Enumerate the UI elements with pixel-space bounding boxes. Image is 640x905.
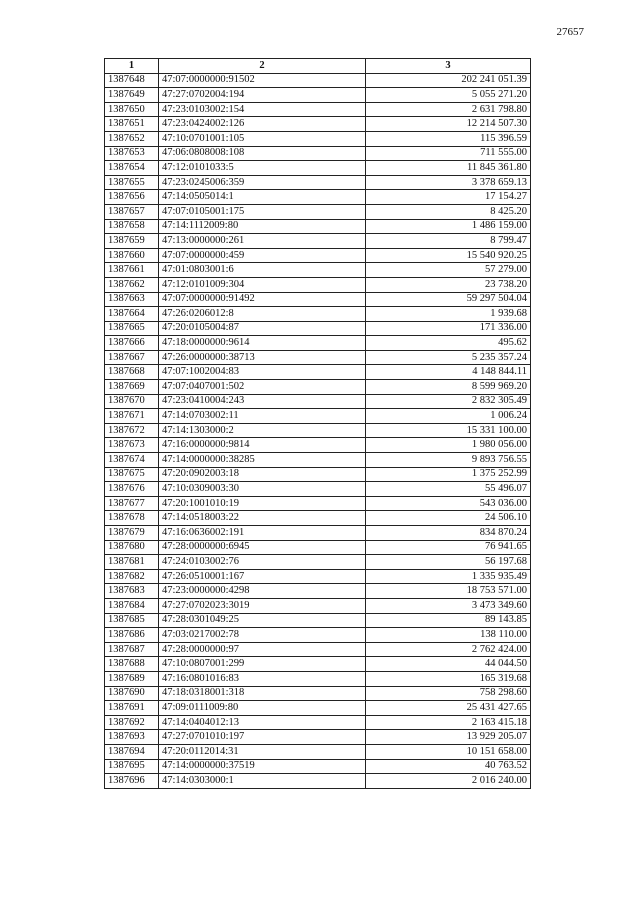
value-cell: 1 939.68 bbox=[366, 307, 531, 322]
row-number-cell: 1387655 bbox=[105, 175, 159, 190]
table-row bbox=[105, 555, 531, 570]
value-cell: 171 336.00 bbox=[366, 321, 531, 336]
table-row bbox=[105, 146, 531, 161]
cadastral-number-cell: 47:06:0808008:108 bbox=[159, 146, 366, 161]
row-number-cell: 1387685 bbox=[105, 613, 159, 628]
cadastral-number-cell: 47:23:0103002:154 bbox=[159, 102, 366, 117]
table-row bbox=[105, 496, 531, 511]
cadastral-number-cell: 47:14:1303000:2 bbox=[159, 423, 366, 438]
column-header-1: 1 bbox=[105, 59, 159, 74]
cadastral-number-cell: 47:28:0000000:97 bbox=[159, 642, 366, 657]
value-cell: 1 980 056.00 bbox=[366, 438, 531, 453]
row-number-cell: 1387680 bbox=[105, 540, 159, 555]
value-cell: 2 762 424.00 bbox=[366, 642, 531, 657]
table-row bbox=[105, 73, 531, 88]
table-row bbox=[105, 307, 531, 322]
value-cell: 495.62 bbox=[366, 336, 531, 351]
row-number-cell: 1387691 bbox=[105, 701, 159, 716]
table-row bbox=[105, 131, 531, 146]
value-cell: 76 941.65 bbox=[366, 540, 531, 555]
value-cell: 56 197.68 bbox=[366, 555, 531, 570]
value-cell: 59 297 504.04 bbox=[366, 292, 531, 307]
cadastral-number-cell: 47:14:1112009:80 bbox=[159, 219, 366, 234]
table-row bbox=[105, 277, 531, 292]
table-row bbox=[105, 686, 531, 701]
value-cell: 10 151 658.00 bbox=[366, 744, 531, 759]
cadastral-number-cell: 47:09:0111009:80 bbox=[159, 701, 366, 716]
row-number-cell: 1387679 bbox=[105, 526, 159, 541]
value-cell: 2 832 305.49 bbox=[366, 394, 531, 409]
row-number-cell: 1387651 bbox=[105, 117, 159, 132]
value-cell: 15 540 920.25 bbox=[366, 248, 531, 263]
value-cell: 165 319.68 bbox=[366, 671, 531, 686]
cadastral-number-cell: 47:20:0105004:87 bbox=[159, 321, 366, 336]
row-number-cell: 1387675 bbox=[105, 467, 159, 482]
table-row bbox=[105, 219, 531, 234]
table-row bbox=[105, 350, 531, 365]
cadastral-number-cell: 47:14:0518003:22 bbox=[159, 511, 366, 526]
table-row bbox=[105, 774, 531, 789]
cadastral-number-cell: 47:14:0000000:38285 bbox=[159, 453, 366, 468]
table-row bbox=[105, 394, 531, 409]
cadastral-number-cell: 47:28:0000000:6945 bbox=[159, 540, 366, 555]
row-number-cell: 1387653 bbox=[105, 146, 159, 161]
table-row bbox=[105, 204, 531, 219]
table-row bbox=[105, 759, 531, 774]
row-number-cell: 1387664 bbox=[105, 307, 159, 322]
row-number-cell: 1387674 bbox=[105, 453, 159, 468]
cadastral-number-cell: 47:27:0702004:194 bbox=[159, 88, 366, 103]
table-row bbox=[105, 438, 531, 453]
cadastral-number-cell: 47:07:0000000:91492 bbox=[159, 292, 366, 307]
cadastral-number-cell: 47:23:0410004:243 bbox=[159, 394, 366, 409]
value-cell: 44 044.50 bbox=[366, 657, 531, 672]
table-row bbox=[105, 234, 531, 249]
value-cell: 9 893 756.55 bbox=[366, 453, 531, 468]
cadastral-number-cell: 47:26:0510001:167 bbox=[159, 569, 366, 584]
table-row bbox=[105, 190, 531, 205]
value-cell: 8 799.47 bbox=[366, 234, 531, 249]
table-row bbox=[105, 409, 531, 424]
value-cell: 1 335 935.49 bbox=[366, 569, 531, 584]
column-header-2: 2 bbox=[159, 59, 366, 74]
row-number-cell: 1387692 bbox=[105, 715, 159, 730]
cadastral-number-cell: 47:07:0407001:502 bbox=[159, 380, 366, 395]
value-cell: 3 473 349.60 bbox=[366, 598, 531, 613]
row-number-cell: 1387688 bbox=[105, 657, 159, 672]
row-number-cell: 1387672 bbox=[105, 423, 159, 438]
cadastral-number-cell: 47:27:0702023:3019 bbox=[159, 598, 366, 613]
row-number-cell: 1387696 bbox=[105, 774, 159, 789]
cadastral-number-cell: 47:10:0807001:299 bbox=[159, 657, 366, 672]
table-row bbox=[105, 671, 531, 686]
table-row bbox=[105, 657, 531, 672]
row-number-cell: 1387681 bbox=[105, 555, 159, 570]
cadastral-number-cell: 47:07:1002004:83 bbox=[159, 365, 366, 380]
cadastral-number-cell: 47:14:0703002:11 bbox=[159, 409, 366, 424]
cadastral-number-cell: 47:23:0000000:4298 bbox=[159, 584, 366, 599]
cadastral-number-cell: 47:23:0424002:126 bbox=[159, 117, 366, 132]
row-number-cell: 1387661 bbox=[105, 263, 159, 278]
row-number-cell: 1387656 bbox=[105, 190, 159, 205]
row-number-cell: 1387678 bbox=[105, 511, 159, 526]
row-number-cell: 1387689 bbox=[105, 671, 159, 686]
table-row bbox=[105, 453, 531, 468]
row-number-cell: 1387665 bbox=[105, 321, 159, 336]
value-cell: 25 431 427.65 bbox=[366, 701, 531, 716]
table-row bbox=[105, 117, 531, 132]
value-cell: 11 845 361.80 bbox=[366, 161, 531, 176]
row-number-cell: 1387690 bbox=[105, 686, 159, 701]
value-cell: 55 496.07 bbox=[366, 482, 531, 497]
table-row bbox=[105, 730, 531, 745]
cadastral-number-cell: 47:20:1001010:19 bbox=[159, 496, 366, 511]
table-row bbox=[105, 744, 531, 759]
value-cell: 5 235 357.24 bbox=[366, 350, 531, 365]
cadastral-number-cell: 47:18:0318001:318 bbox=[159, 686, 366, 701]
cadastral-number-cell: 47:28:0301049:25 bbox=[159, 613, 366, 628]
table-row bbox=[105, 423, 531, 438]
table-row bbox=[105, 467, 531, 482]
row-number-cell: 1387650 bbox=[105, 102, 159, 117]
row-number-cell: 1387682 bbox=[105, 569, 159, 584]
cadastral-number-cell: 47:10:0309003:30 bbox=[159, 482, 366, 497]
value-cell: 24 506.10 bbox=[366, 511, 531, 526]
table-row bbox=[105, 161, 531, 176]
row-number-cell: 1387687 bbox=[105, 642, 159, 657]
row-number-cell: 1387684 bbox=[105, 598, 159, 613]
value-cell: 711 555.00 bbox=[366, 146, 531, 161]
row-number-cell: 1387663 bbox=[105, 292, 159, 307]
value-cell: 2 631 798.80 bbox=[366, 102, 531, 117]
cadastral-number-cell: 47:14:0303000:1 bbox=[159, 774, 366, 789]
value-cell: 2 163 415.18 bbox=[366, 715, 531, 730]
cadastral-number-cell: 47:27:0701010:197 bbox=[159, 730, 366, 745]
value-cell: 89 143.85 bbox=[366, 613, 531, 628]
row-number-cell: 1387648 bbox=[105, 73, 159, 88]
cadastral-number-cell: 47:07:0000000:91502 bbox=[159, 73, 366, 88]
cadastral-number-cell: 47:07:0105001:175 bbox=[159, 204, 366, 219]
cadastral-number-cell: 47:16:0000000:9814 bbox=[159, 438, 366, 453]
row-number-cell: 1387695 bbox=[105, 759, 159, 774]
value-cell: 5 055 271.20 bbox=[366, 88, 531, 103]
table-row bbox=[105, 598, 531, 613]
row-number-cell: 1387694 bbox=[105, 744, 159, 759]
row-number-cell: 1387686 bbox=[105, 628, 159, 643]
value-cell: 4 148 844.11 bbox=[366, 365, 531, 380]
table-row bbox=[105, 569, 531, 584]
row-number-cell: 1387662 bbox=[105, 277, 159, 292]
cadastral-number-cell: 47:03:0217002:78 bbox=[159, 628, 366, 643]
row-number-cell: 1387669 bbox=[105, 380, 159, 395]
row-number-cell: 1387683 bbox=[105, 584, 159, 599]
value-cell: 13 929 205.07 bbox=[366, 730, 531, 745]
value-cell: 1 006.24 bbox=[366, 409, 531, 424]
data-table bbox=[104, 58, 531, 789]
row-number-cell: 1387671 bbox=[105, 409, 159, 424]
table-row bbox=[105, 701, 531, 716]
cadastral-number-cell: 47:16:0636002:191 bbox=[159, 526, 366, 541]
table-row bbox=[105, 642, 531, 657]
row-number-cell: 1387654 bbox=[105, 161, 159, 176]
value-cell: 2 016 240.00 bbox=[366, 774, 531, 789]
cadastral-number-cell: 47:01:0803001:6 bbox=[159, 263, 366, 278]
value-cell: 1 486 159.00 bbox=[366, 219, 531, 234]
row-number-cell: 1387652 bbox=[105, 131, 159, 146]
row-number-cell: 1387659 bbox=[105, 234, 159, 249]
value-cell: 202 241 051.39 bbox=[366, 73, 531, 88]
cadastral-number-cell: 47:20:0902003:18 bbox=[159, 467, 366, 482]
value-cell: 8 599 969.20 bbox=[366, 380, 531, 395]
value-cell: 115 396.59 bbox=[366, 131, 531, 146]
cadastral-number-cell: 47:10:0701001:105 bbox=[159, 131, 366, 146]
value-cell: 12 214 507.30 bbox=[366, 117, 531, 132]
value-cell: 138 110.00 bbox=[366, 628, 531, 643]
cadastral-number-cell: 47:13:0000000:261 bbox=[159, 234, 366, 249]
value-cell: 8 425.20 bbox=[366, 204, 531, 219]
cadastral-number-cell: 47:23:0245006:359 bbox=[159, 175, 366, 190]
page-number: 27657 bbox=[556, 26, 584, 38]
value-cell: 17 154.27 bbox=[366, 190, 531, 205]
cadastral-number-cell: 47:14:0404012:13 bbox=[159, 715, 366, 730]
row-number-cell: 1387670 bbox=[105, 394, 159, 409]
row-number-cell: 1387673 bbox=[105, 438, 159, 453]
value-cell: 758 298.60 bbox=[366, 686, 531, 701]
value-cell: 834 870.24 bbox=[366, 526, 531, 541]
cadastral-number-cell: 47:14:0505014:1 bbox=[159, 190, 366, 205]
table-row bbox=[105, 613, 531, 628]
row-number-cell: 1387676 bbox=[105, 482, 159, 497]
value-cell: 3 378 659.13 bbox=[366, 175, 531, 190]
value-cell: 1 375 252.99 bbox=[366, 467, 531, 482]
row-number-cell: 1387657 bbox=[105, 204, 159, 219]
table-row bbox=[105, 380, 531, 395]
cadastral-number-cell: 47:12:0101033:5 bbox=[159, 161, 366, 176]
row-number-cell: 1387668 bbox=[105, 365, 159, 380]
table-row bbox=[105, 336, 531, 351]
cadastral-number-cell: 47:26:0000000:38713 bbox=[159, 350, 366, 365]
value-cell: 15 331 100.00 bbox=[366, 423, 531, 438]
table-row bbox=[105, 365, 531, 380]
table-row bbox=[105, 482, 531, 497]
value-cell: 23 738.20 bbox=[366, 277, 531, 292]
column-header-3: 3 bbox=[366, 59, 531, 74]
value-cell: 57 279.00 bbox=[366, 263, 531, 278]
cadastral-number-cell: 47:18:0000000:9614 bbox=[159, 336, 366, 351]
cadastral-number-cell: 47:07:0000000:459 bbox=[159, 248, 366, 263]
row-number-cell: 1387660 bbox=[105, 248, 159, 263]
table-row bbox=[105, 88, 531, 103]
cadastral-number-cell: 47:20:0112014:31 bbox=[159, 744, 366, 759]
table-row bbox=[105, 102, 531, 117]
row-number-cell: 1387677 bbox=[105, 496, 159, 511]
value-cell: 18 753 571.00 bbox=[366, 584, 531, 599]
cadastral-number-cell: 47:12:0101009:304 bbox=[159, 277, 366, 292]
table-row bbox=[105, 175, 531, 190]
cadastral-number-cell: 47:24:0103002:76 bbox=[159, 555, 366, 570]
table-row bbox=[105, 292, 531, 307]
row-number-cell: 1387666 bbox=[105, 336, 159, 351]
table-header-row bbox=[105, 59, 531, 74]
row-number-cell: 1387649 bbox=[105, 88, 159, 103]
table-row bbox=[105, 526, 531, 541]
table-row bbox=[105, 321, 531, 336]
cadastral-number-cell: 47:16:0801016:83 bbox=[159, 671, 366, 686]
value-cell: 543 036.00 bbox=[366, 496, 531, 511]
table-row bbox=[105, 540, 531, 555]
table-row bbox=[105, 584, 531, 599]
table-row bbox=[105, 263, 531, 278]
table-row bbox=[105, 715, 531, 730]
cadastral-number-cell: 47:26:0206012:8 bbox=[159, 307, 366, 322]
table-row bbox=[105, 248, 531, 263]
row-number-cell: 1387658 bbox=[105, 219, 159, 234]
table-row bbox=[105, 628, 531, 643]
table-body bbox=[105, 73, 531, 788]
value-cell: 40 763.52 bbox=[366, 759, 531, 774]
row-number-cell: 1387693 bbox=[105, 730, 159, 745]
cadastral-number-cell: 47:14:0000000:37519 bbox=[159, 759, 366, 774]
table-row bbox=[105, 511, 531, 526]
row-number-cell: 1387667 bbox=[105, 350, 159, 365]
